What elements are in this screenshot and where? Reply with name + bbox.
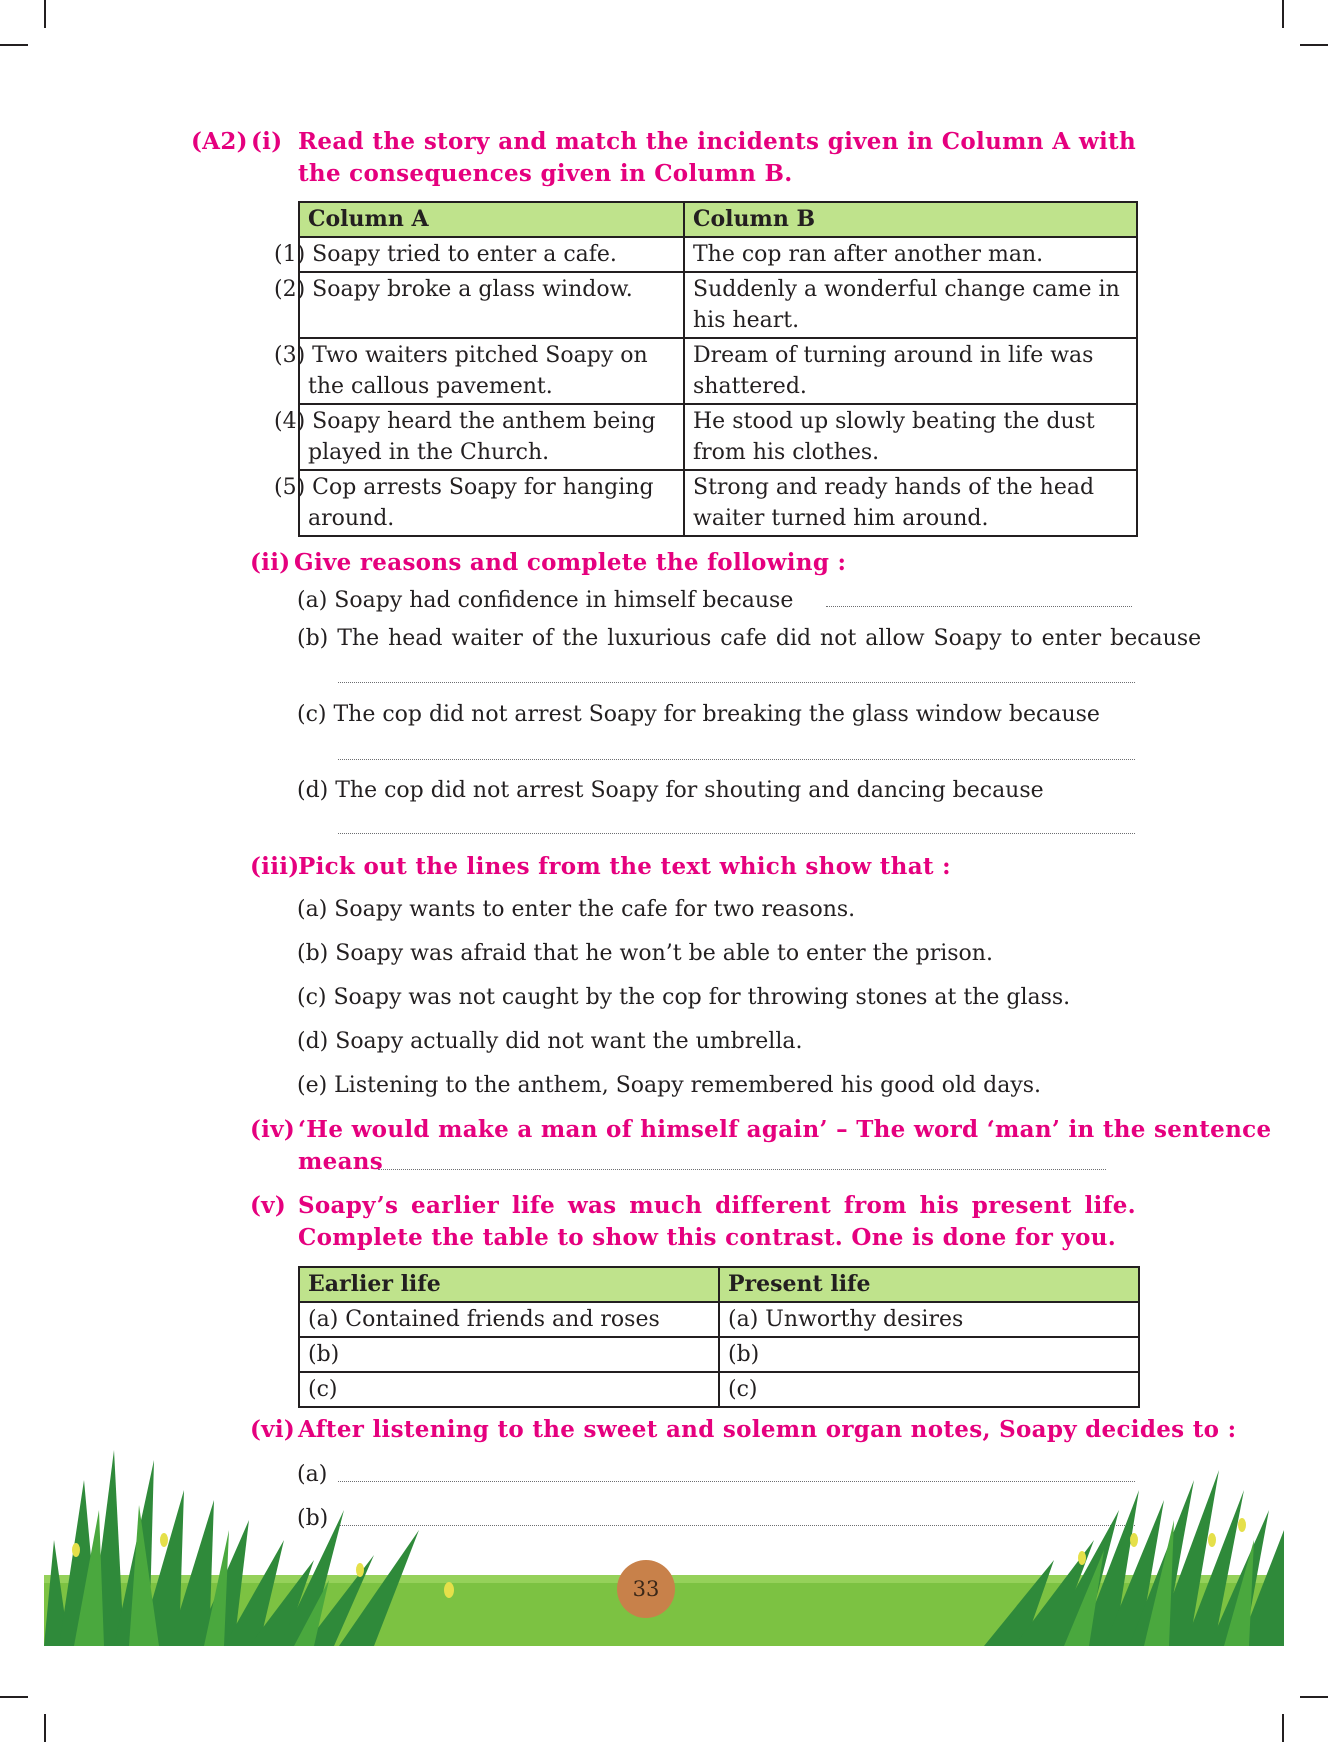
instruction-text-cont: means: [298, 1148, 384, 1175]
answer-line: [338, 833, 1135, 834]
crop-mark: [1282, 0, 1284, 28]
table-cell: The cop ran after another man.: [684, 237, 1137, 272]
table-cell: (a) Contained friends and roses: [299, 1302, 719, 1337]
part-number: (ii): [250, 549, 291, 576]
crop-mark: [0, 1696, 28, 1698]
list-item: (c) The cop did not arrest Soapy for breaking the glass window because: [297, 702, 1100, 727]
table-cell: Dream of turning around in life was shattered.: [684, 338, 1137, 404]
table-cell: (c): [719, 1372, 1139, 1407]
table-cell: (1) Soapy tried to enter a cafe.: [299, 237, 684, 272]
table-cell: (4) Soapy heard the anthem being played in the Church.: [299, 404, 684, 470]
table-cell: (3) Two waiters pitched Soapy on the callous pavement.: [299, 338, 684, 404]
list-item: (d) Soapy actually did not want the umbrella.: [297, 1029, 803, 1054]
table-row: [299, 470, 1137, 536]
list-item: (c) Soapy was not caught by the cop for throwing stones at the glass.: [297, 985, 1071, 1010]
table-cell: (2) Soapy broke a glass window.: [299, 272, 684, 338]
column-header: Present life: [719, 1267, 1139, 1302]
instruction-text: Read the story and match the incidents given in Column A with the consequences given in Column B.: [298, 128, 1136, 187]
answer-line: [378, 1169, 1106, 1170]
answer-line: [338, 759, 1135, 760]
instruction-text: Give reasons and complete the following :: [294, 549, 847, 576]
crop-mark: [44, 1714, 46, 1742]
table-header-row: [299, 202, 1137, 237]
table-cell: (b): [719, 1337, 1139, 1372]
list-item: (b): [297, 1506, 329, 1531]
question-number: (A2): [191, 128, 248, 155]
answer-line: [338, 682, 1135, 683]
part-number: (iii): [250, 853, 300, 880]
list-item: (a): [297, 1462, 328, 1487]
contrast-table: [298, 1266, 1140, 1408]
crop-mark: [1282, 1714, 1284, 1742]
part-number: (iv): [250, 1116, 296, 1143]
part-number: (vi): [250, 1416, 296, 1443]
table-cell: Strong and ready hands of the head waiter turned him around.: [684, 470, 1137, 536]
crop-mark: [1300, 44, 1328, 46]
column-header: Earlier life: [299, 1267, 719, 1302]
instruction-text: ‘He would make a man of himself again’ – The word ‘man’ in the sentence: [298, 1116, 1272, 1143]
table-row: [299, 237, 1137, 272]
list-item: (a) Soapy had confidence in himself because: [297, 588, 794, 613]
crop-mark: [44, 0, 46, 28]
instruction-text: Pick out the lines from the text which show that :: [298, 853, 951, 880]
crop-mark: [1300, 1696, 1328, 1698]
instruction-text: After listening to the sweet and solemn organ notes, Soapy decides to :: [298, 1416, 1237, 1443]
table-row: [299, 1337, 1139, 1372]
answer-line: [826, 606, 1132, 607]
part-number: (v): [250, 1192, 287, 1219]
list-item: (b) Soapy was afraid that he won’t be able to enter the prison.: [297, 941, 993, 966]
list-item: (e) Listening to the anthem, Soapy remembered his good old days.: [297, 1073, 1042, 1098]
page-number-badge: 33: [617, 1560, 675, 1618]
table-cell: He stood up slowly beating the dust from his clothes.: [684, 404, 1137, 470]
crop-mark: [0, 44, 28, 46]
instruction-text: Soapy’s earlier life was much different from his present life. Complete the table to show this contrast. One is done for you.: [298, 1192, 1136, 1251]
table-row: [299, 338, 1137, 404]
table-cell: (a) Unworthy desires: [719, 1302, 1139, 1337]
table-cell: (5) Cop arrests Soapy for hanging around.: [299, 470, 684, 536]
table-cell: Suddenly a wonderful change came in his heart.: [684, 272, 1137, 338]
table-header-row: [299, 1267, 1139, 1302]
match-columns-table: [274, 201, 1138, 537]
table-cell: (b): [299, 1337, 719, 1372]
column-header: Column B: [684, 202, 1137, 237]
list-item: (b) The head waiter of the luxurious cafe did not allow Soapy to enter because: [297, 626, 1202, 651]
table-row: [299, 1302, 1139, 1337]
part-number: (i): [251, 128, 283, 155]
table-row: [299, 404, 1137, 470]
list-item: (a) Soapy wants to enter the cafe for two reasons.: [297, 897, 856, 922]
list-item: (d) The cop did not arrest Soapy for shouting and dancing because: [297, 778, 1044, 803]
column-header: Column A: [299, 202, 684, 237]
table-cell: (c): [299, 1372, 719, 1407]
table-row: [299, 272, 1137, 338]
